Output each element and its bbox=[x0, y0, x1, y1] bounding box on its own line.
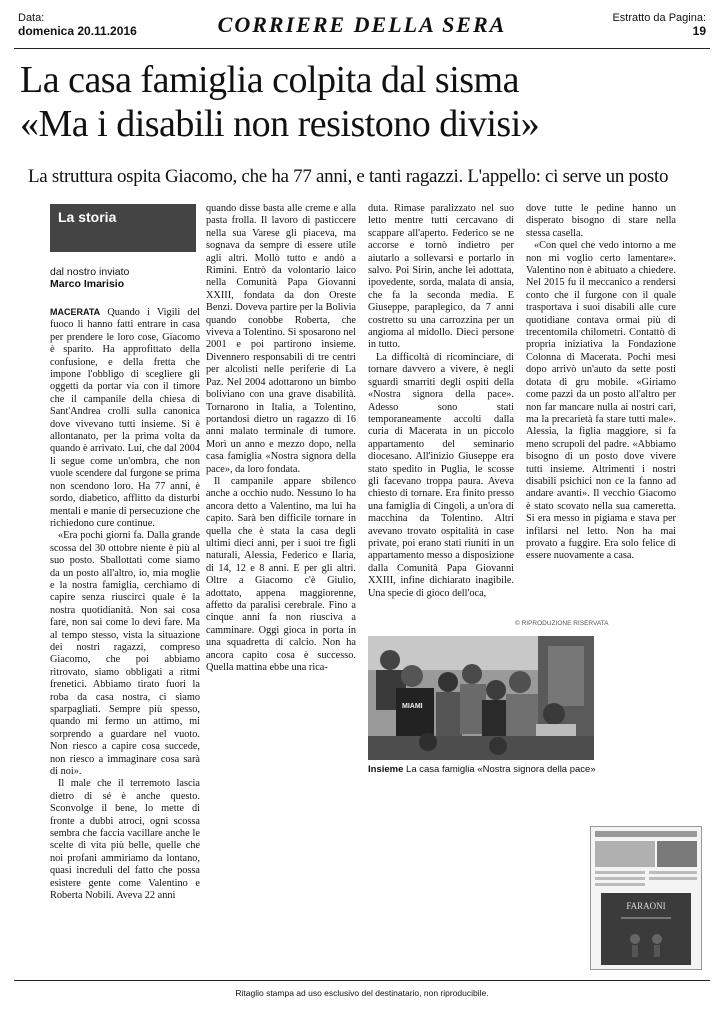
photo-image bbox=[368, 636, 594, 760]
page-label: Estratto da Pagina: bbox=[612, 12, 706, 24]
paragraph: Il male che il terremoto lascia dietro di sé è anche questo. Sconvolge il bene, lo mette di fronte a dubbi atroci, ogni scossa sembra che faccia vacillare anche le scelte di vita più belle, quelle che noi profani ammiriamo da lontano, quasi increduli del fatto che possa esistere gente come Valentino e Roberta Nobili. Aveva 22 anni bbox=[50, 778, 200, 902]
headline bbox=[20, 58, 704, 146]
date-label: Data: bbox=[18, 12, 45, 24]
svg-text:MIAMI: MIAMI bbox=[402, 703, 423, 710]
article-column-4 bbox=[526, 203, 676, 563]
byline bbox=[50, 266, 200, 290]
caption-text: La casa famiglia «Nostra signora della pace» bbox=[403, 764, 596, 775]
thumbnail-brand: FARAONI bbox=[626, 901, 666, 911]
copyright-note: © RIPRODUZIONE RISERVATA bbox=[515, 620, 609, 627]
caption-keyword: Insieme bbox=[368, 764, 404, 775]
headline-line-1: La casa famiglia colpita dal sisma bbox=[20, 59, 519, 101]
byline-author: Marco Imarisio bbox=[50, 278, 125, 290]
group-photo bbox=[368, 636, 594, 760]
paragraph: Il campanile appare sbilenco anche a occhio nudo. Nessuno lo ha ancora detto a Valentino, ma lui ha capito. Sarà ben difficile tornare in quella che è stata la casa degli ultimi dieci anni, per i suoi tre figli naturali, Alessia, Federico e Ilaria, di 14, 12 e 8 anni. E per gli altri. Oltre a Giacomo c'è Giulio, adottato, appena maggiorenne, affetto da paralisi cerebrale. Fino a cinque anni fa non riusciva a camminare. Oggi gioca in porta in una squadretta di calcio. Non ha ancora capito cosa è successo. Quella mattina ebbe una rica- bbox=[206, 475, 356, 674]
header-page bbox=[612, 12, 706, 38]
paragraph: «Era pochi giorni fa. Dalla grande scossa del 30 ottobre niente è più al suo posto. Sballottati come siamo da un posto all'altro, io, mia moglie e la nostra famiglia, cerchiamo di capire senza riuscirci quale è la nostra quotidianità. Non sai cosa fare, non sai come lo devi fare. Ma al tempo stesso, vista la situazione dei nostri ragazzi, compreso Giacomo, che poi abbiamo ritrovato, siamo obbligati a ritmi frenetici. Abbiamo tirato fuori la roba da casa nostra, ci siamo sparpagliati. Sempre più spesso, quando mi fermo un attimo, mi sorprendo a guardare nel vuoto. Non riesco a capire cosa succede, non riesco a immaginare cosa sarà di noi». bbox=[50, 530, 200, 778]
paragraph: dove tutte le pedine hanno un disperato bisogno di stare nella stessa casella. bbox=[526, 203, 676, 239]
paragraph: duta. Rimase paralizzato nel suo letto mentre tutti cercavano di scappare all'aperto. Federico se ne accorse e tornò indietro per aiutarlo a sollevarsi e portarlo in salvo. Poi Sirin, anche lei adottata, ipovedente, sorda, malata di ansia, che fa la seconda media. E Giuseppe, paraplegico, da 7 anni costretto su una carrozzina per un angioma al midollo. Dieci persone in tutto. bbox=[368, 203, 514, 351]
byline-prefix: dal nostro inviato bbox=[50, 266, 130, 278]
footer-rule bbox=[14, 980, 710, 981]
photo-caption bbox=[368, 764, 608, 776]
headline-line-2: «Ma i disabili non resistono divisi» bbox=[20, 103, 540, 145]
article-column-2 bbox=[206, 203, 356, 674]
article-column-3 bbox=[368, 203, 514, 600]
dateline: MACERATA bbox=[50, 307, 101, 317]
section-box bbox=[50, 204, 196, 252]
paragraph: «Con quel che vedo intorno a me non mi voglio certo lamentare». Valentino non è abituato a chiedere. Nel 2015 fu il meccanico a rendersi conto che il furgone con il quale trasportava i suoi disabili alle cure quotidiane contava ormai più di trecentomila chilometri. Contattò di propria iniziativa la Fondazione Colonna di Macerata. Pochi mesi dopo arrivò un'auto da sette posti dotata di gru mobile. «Giriamo come pazzi da un posto all'altro per non far mancare nulla ai nostri cari, ma la precarietà fa stare tutti male». Alessia, la figlia maggiore, si fa meno scrupoli del padre. «Abbiamo bisogno di un posto dove vivere tutti insieme. Altrimenti i nostri disabili psichici non ce la fanno ad andare avanti». Il vecchio Giacomo è stato scovato nella sua cameretta. Si era messo in pigiama e stava per infilarsi nel letto. Non ha mai provato a fuggire. Era solo felice di essere nuovamente a casa. bbox=[526, 240, 676, 562]
article-column-1 bbox=[50, 306, 200, 903]
section-label: La storia bbox=[58, 209, 117, 225]
subheadline: La struttura ospita Giacomo, che ha 77 anni, e tanti ragazzi. L'appello: ci serve un posto bbox=[28, 166, 669, 187]
footer-note: Ritaglio stampa ad uso esclusivo del destinatario, non riproducibile. bbox=[235, 988, 489, 998]
header-rule bbox=[14, 48, 710, 49]
paragraph: La difficoltà di ricominciare, di tornare davvero a vivere, è negli sguardi smarriti degli ospiti della «Nostra signora della pace». Adesso sono stati temporaneamente accolti dalla curia di Macerata in un piccolo appartamento del seminario diocesano. All'inizio Giuseppe era stato spedito in Puglia, le scosse gli facevano troppa paura. Aveva chiesto di tornare. Era finito presso una famiglia di Cingoli, a un'ora di macchina da Tolentino. Altri avevano trovato ospitalità in case private, poi erano stati riuniti in un appartamento messo a disposizione dalla Comunità Papa Giovanni XXIII, infine dichiarato inagibile. Una specie di gioco dell'oca, bbox=[368, 351, 514, 599]
masthead: CORRIERE DELLA SERA bbox=[217, 12, 507, 37]
date-value: domenica 20.11.2016 bbox=[18, 24, 137, 38]
page-thumbnail-icon bbox=[590, 826, 702, 970]
page-number: 19 bbox=[692, 24, 706, 38]
paragraph: MACERATA Quando i Vigili del fuoco li hanno fatti entrare in casa per prendere le loro cose, Giacomo è sparito. Ha approfittato della confusione, e della fretta che impone l'obbligo di scegliere gli oggetti da portar via con il timore che il campanile della chiesa di Sant'Andrea crolli sulla canonica dove vivevano tutti insieme. Si è allontanato, per la prima volta da quando è arrivato. Lui, che dal 2004 li segue come un'ombra, che non vuole scendere dal furgone se prima non scendono loro. Ha 77 anni, è sordo, diabetico, afflitto da disturbi mentali e manie di persecuzione che richiedono cure continue. bbox=[50, 307, 200, 529]
paragraph: quando disse basta alle creme e alla pasta frolla. Il lavoro di pasticcere nella sua Varese gli piaceva, ma sognava da sempre di essere utile agli altri. Mollò tutto e andò a Rimini. Entrò da volontario laico nella Comunità Papa Giovanni XXIII, fondata da don Oreste Benzi. Doveva partire per la Bolivia quando conobbe Roberta, che viveva a Tolentino. Si sposarono nel 2001 e poi partirono insieme. Divennero responsabili di tre centri per alcolisti nelle periferie di La Paz. Nel 2004 adottarono un bimbo boliviano con una grave disabilità. Tornarono in Italia, a Tolentino, portandosi dietro un ragazzo di 16 anni malato terminale di tumore. Morì un anno e mezzo dopo, nella casa famiglia «Nostra signora della pace», da loro fondata. bbox=[206, 203, 356, 475]
